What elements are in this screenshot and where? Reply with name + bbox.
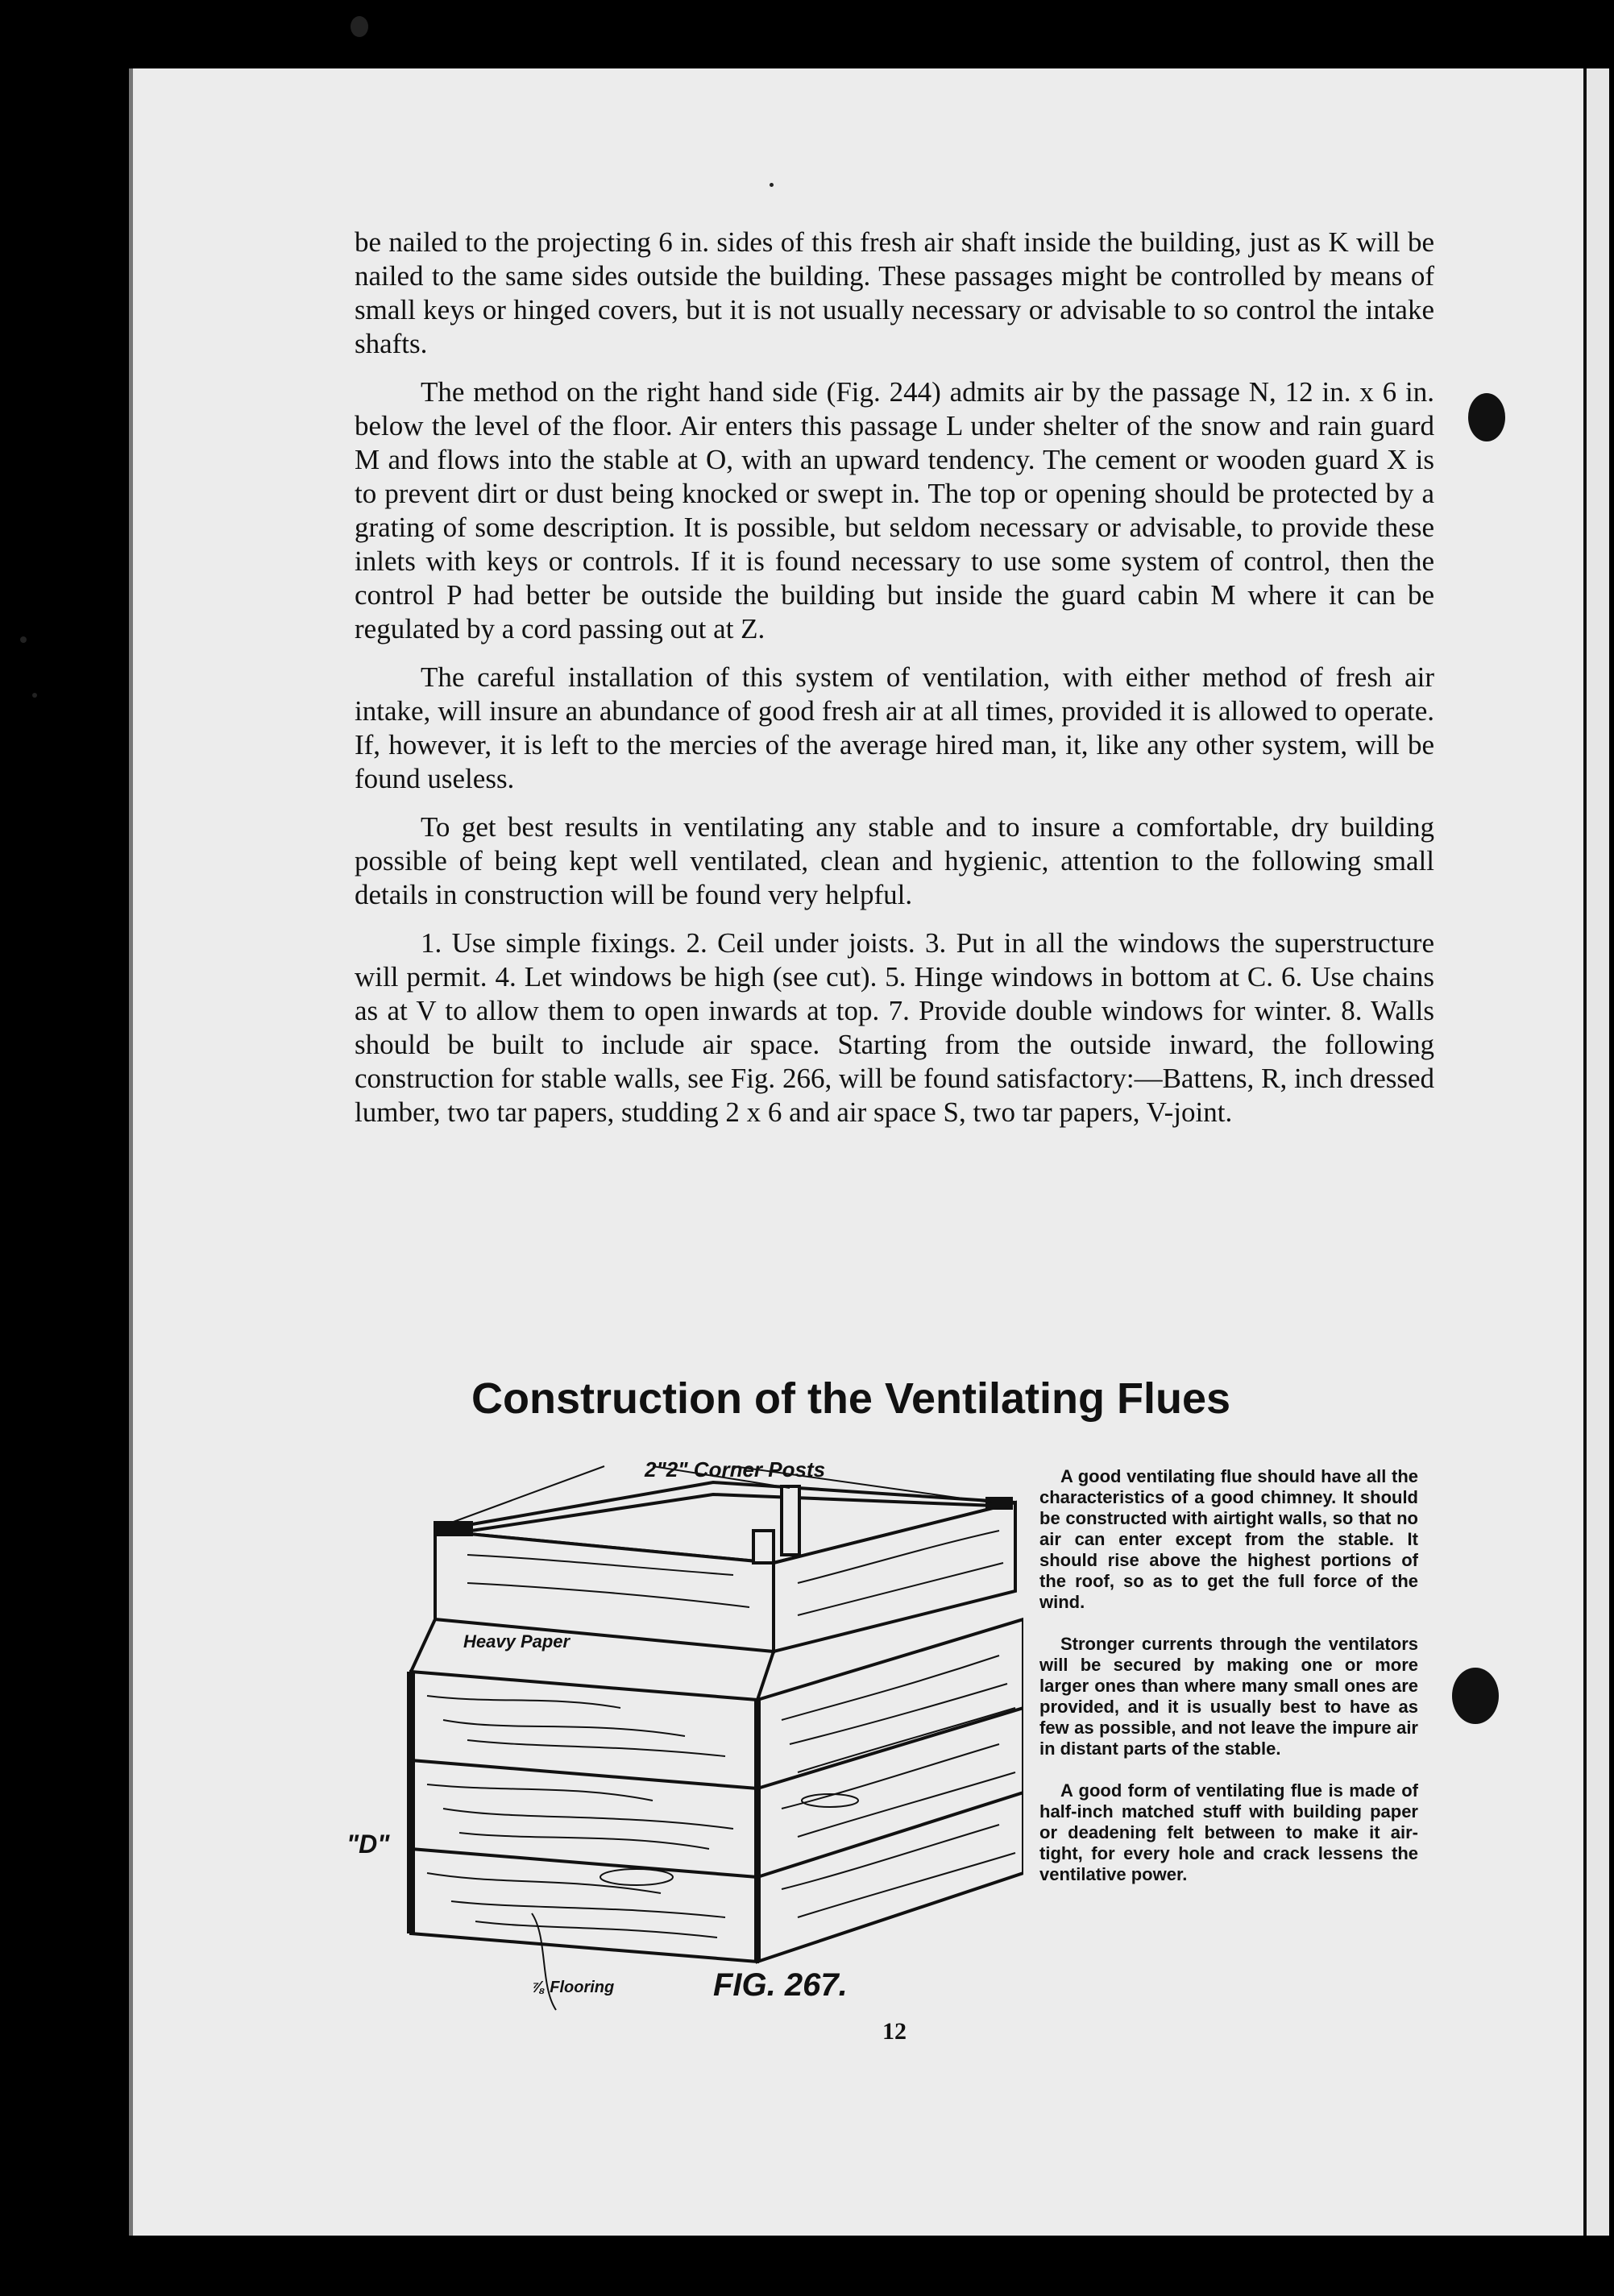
body-paragraph: 1. Use simple fixings. 2. Ceil under joists. 3. Put in all the windows the superstructure will permit. 4. Let windows be high (see cut). 5. Hinge windows in bottom at C. 6. Use chains as at V to allow them to open inwards at top. 7. Provide double windows for winter. 8. Walls should be built to include air space. Starting from the outside inward, the following construction for stable walls, see Fig. 266, will be found satisfactory:—Battens, R, inch dressed lumber, two tar papers, studding 2 x 6 and air space S, two tar papers, V-joint. (355, 927, 1434, 1128)
body-text (355, 226, 1434, 1144)
scan-dust (20, 636, 27, 643)
ventilating-flue-figure (346, 1454, 1023, 2018)
flue-illustration (346, 1454, 1023, 2018)
section-heading: Construction of the Ventilating Flues (471, 1374, 1231, 1423)
margin-blot-top (1468, 393, 1505, 441)
figure-caption: FIG. 267. (713, 1967, 848, 2003)
label-flooring: ⅞ Flooring (532, 1979, 615, 1996)
page-number: 12 (882, 2018, 907, 2045)
body-paragraph: To get best results in ventilating any stable and to insure a comfortable, dry building possible of being kept well ventilated, clean and hygienic, attention to the following small details in construction will be found very helpful. (355, 811, 1434, 910)
sidebar-paragraph: A good ventilating flue should have all the characteristics of a good chimney. It should be constructed with airtight walls, so that no air can enter except from the stable. It should rise above the highest portions of the roof, so as to get the full force of the wind. (1039, 1466, 1418, 1612)
sidebar-paragraph: A good form of ventilating flue is made of half-inch matched stuff with building paper or deadening felt between to make it air-tight, for every hole and crack lessens the ventilative power. (1039, 1780, 1418, 1884)
body-paragraph: be nailed to the projecting 6 in. sides of this fresh air shaft inside the building, just as K will be nailed to the same sides outside the building. These passages might be controlled by means of small keys or hinged covers, but it is not usually necessary or advisable to so control the intake shafts. (355, 226, 1434, 359)
label-heavy-paper: Heavy Paper (463, 1631, 571, 1652)
scan-dust (770, 183, 774, 187)
scan-dust (32, 693, 37, 698)
label-corner-posts: 2"2" Corner Posts (645, 1457, 826, 1482)
margin-blot-middle (1452, 1668, 1499, 1724)
scan-dust (351, 16, 368, 37)
label-d: "D" (346, 1830, 390, 1859)
sidebar-paragraph: Stronger currents through the ventilators will be secured by making one or more larger ones than where many small ones are provided, and it is usually best to have as few as possible, and not leave the impure air in distant parts of the stable. (1039, 1634, 1418, 1759)
sidebar-text (1039, 1466, 1418, 1906)
body-paragraph: The method on the right hand side (Fig. 244) admits air by the passage N, 12 in. x 6 in. below the level of the floor. Air enters this passage L under shelter of the snow and rain guard M and flows into the stable at O, with an upward tendency. The cement or wooden guard X is to prevent dirt or dust being knocked or swept in. The top or opening should be protected by a grating of some description. It is possible, but seldom necessary or advisable, to provide these inlets with keys or controls. If it is found necessary to use some system of control, then the control P had better be outside the building but inside the guard cabin M where it can be regulated by a cord passing out at Z. (355, 376, 1434, 644)
page-edge-right (1583, 68, 1609, 2236)
body-paragraph: The careful installation of this system of ventilation, with either method of fresh air intake, will insure an abundance of good fresh air at all times, provided it is allowed to operate. If, however, it is left to the mercies of the average hired man, it, like any other system, will be found useless. (355, 661, 1434, 794)
